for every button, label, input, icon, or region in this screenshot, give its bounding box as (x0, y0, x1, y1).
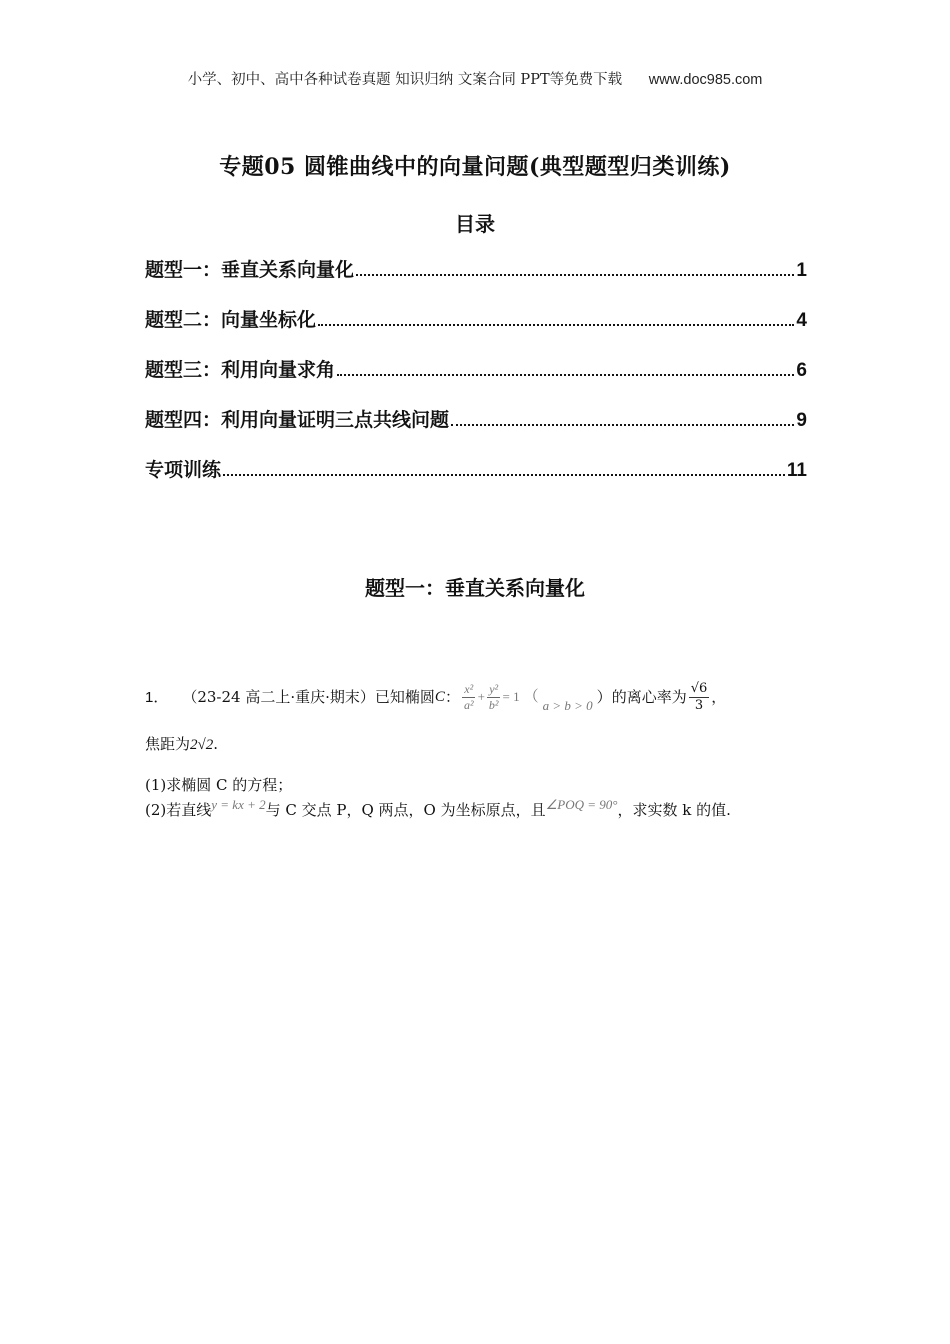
focal-end: . (213, 735, 219, 753)
toc-item-5[interactable] (145, 455, 807, 505)
section-title: 题型一：垂直关系向量化 (365, 576, 585, 600)
toc-item-1[interactable] (145, 255, 807, 305)
equation-rhs: = 1 (502, 688, 520, 704)
problem-number: 1． (145, 688, 169, 706)
problem-1-statement (145, 672, 805, 722)
toc-item-label: 题型一：垂直关系向量化 (145, 259, 355, 281)
toc-leader-dots (356, 273, 794, 276)
curve-name: C (434, 688, 445, 705)
toc-item-page: 9 (796, 410, 807, 431)
problem-part-2 (145, 797, 805, 821)
angle-condition: ∠POQ = 90° (545, 797, 618, 812)
eccentricity-numerator: √6 (690, 680, 708, 696)
eccentricity-text: 的离心率为 (611, 687, 687, 706)
condition-open: （ (523, 688, 539, 705)
toc-item-label: 题型二：向量坐标化 (145, 309, 317, 331)
problem-source: （23-24 高二上·重庆·期末） (182, 687, 375, 706)
header-text: 小学、初中、高中各种试卷真题 知识归纳 文案合同 PPT等免费下载 (187, 72, 623, 88)
condition-close: ） (596, 687, 612, 706)
document-title: 专题05 圆锥曲线中的向量问题(典型题型归类训练) (219, 154, 731, 180)
condition: a > b > 0 (542, 697, 593, 713)
page-header (0, 68, 950, 89)
problem-part-1: (1)求椭圆 C 的方程； (145, 776, 293, 794)
toc-heading: 目录 (455, 212, 495, 236)
eccentricity-fraction (689, 681, 710, 713)
fraction-x (462, 682, 476, 712)
eccentricity-denominator: 3 (694, 697, 704, 713)
toc-leader-dots (451, 423, 794, 426)
problem-intro: 已知椭圆 (374, 687, 435, 706)
toc-item-page: 4 (796, 310, 807, 331)
toc-item-page: 6 (796, 360, 807, 381)
part2-middle: 与 C 交点 P，Q 两点，O 为坐标原点，且 (265, 801, 546, 819)
toc-item-page: 1 (796, 260, 807, 281)
toc-item-label: 专项训练 (145, 459, 222, 481)
fraction-y-denominator: b² (488, 697, 499, 712)
fraction-y-numerator: y² (489, 682, 499, 697)
equation-plus: + (477, 688, 485, 704)
fraction-x-denominator: a² (463, 697, 474, 712)
toc-item-2[interactable] (145, 305, 807, 355)
toc-item-3[interactable] (145, 355, 807, 405)
toc-item-label: 题型三：利用向量求角 (145, 359, 336, 381)
toc-item-4[interactable] (145, 405, 807, 455)
toc-leader-dots (337, 373, 794, 376)
toc-item-page: 11 (786, 460, 807, 481)
toc-leader-dots (318, 323, 794, 326)
part2-prefix: (2)若直线 (145, 801, 212, 819)
colon: ： (444, 687, 460, 706)
fraction-x-numerator: x² (464, 682, 474, 697)
focal-text: 焦距为 (145, 735, 191, 753)
line-equation: y = kx + 2 (211, 797, 266, 812)
focal-line (145, 734, 805, 756)
toc-leader-dots (223, 473, 785, 476)
header-site-link[interactable]: www.doc985.com (648, 72, 763, 88)
focal-value: 2√2 (190, 737, 214, 753)
table-of-contents (145, 255, 807, 505)
toc-item-label: 题型四：利用向量证明三点共线问题 (145, 409, 450, 431)
part2-end: ，求实数 k 的值. (617, 801, 731, 819)
fraction-y (487, 682, 501, 712)
comma: ， (711, 687, 727, 706)
